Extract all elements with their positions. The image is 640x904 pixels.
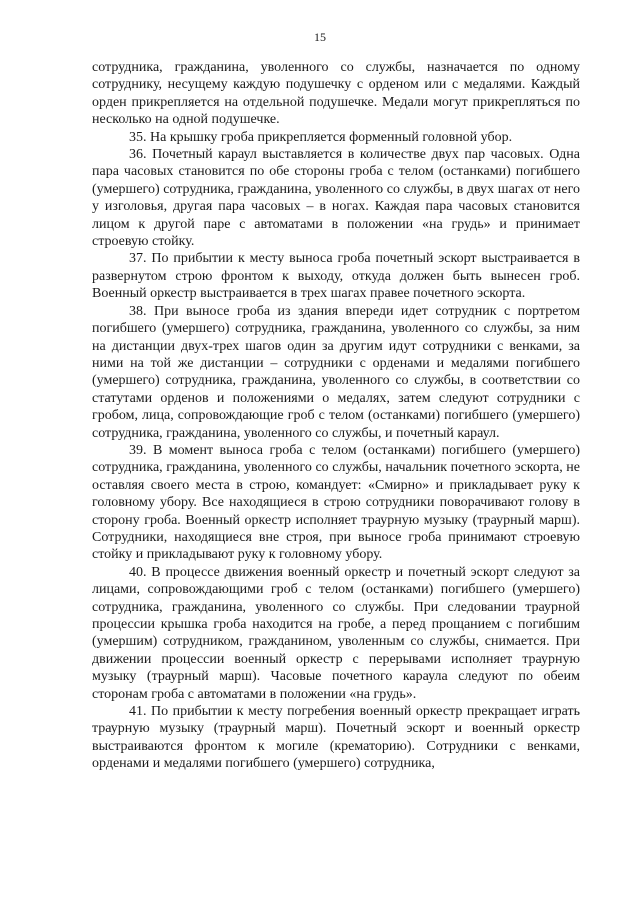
paragraph-35: 35. На крышку гроба прикрепляется форменный головной убор. [129,129,513,145]
paragraph-36: 36. Почетный караул выставляется в количестве двух пар часовых. Одна пара часовых становится по обе стороны гроба с телом (останками) погибшего (умершего) сотрудника, гражданина, уволенного со службы, в двух шагах от него у изголовья, другая пара часовых – в ногах. Каждая пара часовых становится лицом к другой паре с автоматами в положении «на грудь» и принимает строевую стойку. [92,147,580,250]
page-number: 15 [314,30,326,44]
paragraph-40: 40. В процессе движения военный оркестр и почетный эскорт следуют за лицами, сопровождающими гроб с телом (останками) погибшего (умершего) сотрудника, гражданина, уволенного со службы. При следовании траурной процессии крышка гроба находится на гробе, а перед прощанием с погибшим (умершим) сотрудником, гражданином, уволенным со службы, снимается. При движении процессии военный оркестр с перерывами исполняет траурную музыку (траурный марш). Часовые почетного караула следуют по обеим сторонам гроба с автоматами в положении «на грудь». [92,564,580,702]
paragraph-37: 37. По прибытии к месту выноса гроба почетный эскорт выстраивается в развернутом строю фронтом к выходу, откуда должен быть вынесен гроб. Военный оркестр выстраивается в трех шагах правее почетного эскорта. [92,251,580,302]
paragraph-continuation: сотрудника, гражданина, уволенного со службы, назначается по одному сотруднику, несущему каждую подушечку с орденом или с медалями. Каждый орден прикрепляется на отдельной подушечке. Медали могут прикрепляться по несколько на одной подушечке. [92,60,580,128]
paragraph-41: 41. По прибытии к месту погребения военный оркестр прекращает играть траурную музыку (траурный марш). Почетный эскорт и военный оркестр выстраиваются фронтом к могиле (крематорию). Сотрудники с венками, орденами и медалями погибшего (умершего) сотрудника, [92,704,580,772]
paragraph-38: 38. При выносе гроба из здания впереди идет сотрудник с портретом погибшего (умершего) сотрудника, гражданина, уволенного со службы, за ним на дистанции двух-трех шагов один за другим идут сотрудники с венками, за ними на той же дистанции – сотрудники с орденами и медалями погибшего (умершего) сотрудника, гражданина, уволенного со службы, в соответствии со статутами орденов и положениями о медалях, затем следуют сотрудники с гробом, лица, сопровождающие гроб с телом (останками) погибшего (умершего) сотрудника, гражданина, уволенного со службы, и почетный караул. [92,303,580,441]
document-body [92,59,580,773]
paragraph-39: 39. В момент выноса гроба с телом (останками) погибшего (умершего) сотрудника, гражданина, уволенного со службы, начальник почетного эскорта, не оставляя своего места в строю, командует: «Смирно» и прикладывает руку к головному убору. Все находящиеся в строю сотрудники поворачивают голову в сторону гроба. Военный оркестр исполняет траурную музыку (траурный марш). Сотрудники, находящиеся вне строя, при выносе гроба принимают строевую стойку и прикладывают руку к головному убору. [92,442,580,563]
